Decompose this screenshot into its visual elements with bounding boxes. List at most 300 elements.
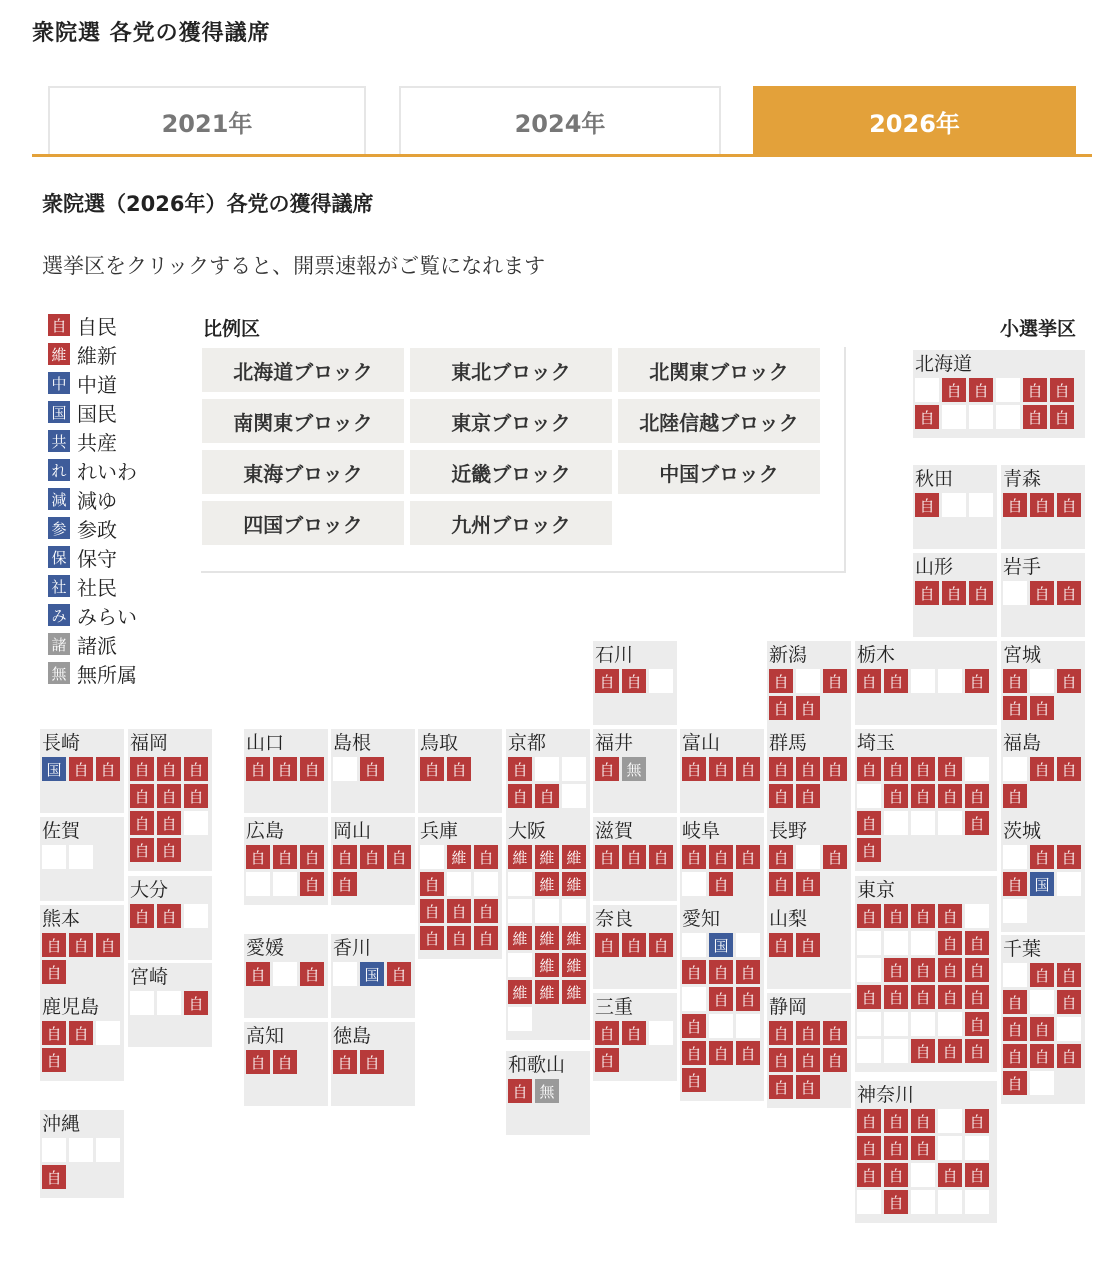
seat-cell: 自 bbox=[333, 845, 357, 869]
seat-cell: 自 bbox=[884, 904, 908, 928]
seat-cell: 自 bbox=[273, 1050, 297, 1074]
seat-cell: 自 bbox=[857, 669, 881, 693]
legend-swatch: 社 bbox=[48, 575, 70, 597]
seat-cell bbox=[1003, 581, 1027, 605]
seat-cell: 自 bbox=[300, 757, 324, 781]
legend-item bbox=[48, 458, 137, 482]
prefecture-name: 神奈川 bbox=[857, 1084, 915, 1106]
seat-cell: 自 bbox=[1030, 581, 1054, 605]
seat-cell bbox=[246, 872, 270, 896]
prefecture-新潟[interactable] bbox=[767, 641, 851, 729]
proportional-block-button[interactable]: 中国ブロック bbox=[618, 450, 820, 494]
seat-cell: 自 bbox=[736, 757, 760, 781]
prefecture-宮城[interactable] bbox=[1001, 641, 1085, 729]
seat-cell bbox=[157, 991, 181, 1015]
legend-label: 減ゆ bbox=[77, 488, 117, 513]
seat-cell bbox=[184, 811, 208, 835]
seat-cell bbox=[938, 1136, 962, 1160]
prefecture-name: 鹿児島 bbox=[42, 996, 100, 1018]
seat-cell: 自 bbox=[1003, 1071, 1027, 1095]
legend-item bbox=[48, 400, 117, 424]
seat-cell: 自 bbox=[769, 872, 793, 896]
seat-cell: 自 bbox=[769, 933, 793, 957]
seat-cell bbox=[796, 669, 820, 693]
prefecture-愛知[interactable] bbox=[680, 905, 764, 1101]
legend-item bbox=[48, 487, 117, 511]
legend-item bbox=[48, 603, 137, 627]
prefecture-和歌山[interactable] bbox=[506, 1051, 590, 1135]
prefecture-宮崎[interactable] bbox=[128, 963, 212, 1047]
seat-cell: 維 bbox=[562, 872, 586, 896]
seat-cell: 自 bbox=[1030, 963, 1054, 987]
prefecture-千葉[interactable] bbox=[1001, 935, 1085, 1104]
seat-cell: 自 bbox=[769, 696, 793, 720]
seat-cell: 自 bbox=[333, 1050, 357, 1074]
prefecture-name: 大阪 bbox=[508, 820, 547, 842]
seat-cell: 国 bbox=[709, 933, 733, 957]
seat-cell: 自 bbox=[157, 904, 181, 928]
seat-cell: 自 bbox=[246, 962, 270, 986]
proportional-block-button[interactable]: 北海道ブロック bbox=[202, 348, 404, 392]
seat-cell: 自 bbox=[300, 845, 324, 869]
seat-cell: 自 bbox=[823, 1048, 847, 1072]
seat-cell: 自 bbox=[420, 872, 444, 896]
legend-label: 国民 bbox=[77, 401, 117, 426]
seat-cell: 自 bbox=[595, 845, 619, 869]
seat-cell: 自 bbox=[796, 757, 820, 781]
seat-cell bbox=[474, 872, 498, 896]
seat-cell bbox=[1057, 872, 1081, 896]
prefecture-name: 愛媛 bbox=[246, 937, 285, 959]
seat-cell: 自 bbox=[709, 987, 733, 1011]
seat-cell: 自 bbox=[682, 1068, 706, 1092]
proportional-block-button[interactable]: 北陸信越ブロック bbox=[618, 399, 820, 443]
seat-cell: 自 bbox=[1057, 1044, 1081, 1068]
seat-cell: 自 bbox=[1023, 405, 1047, 429]
seat-cell: 自 bbox=[420, 899, 444, 923]
seat-cell: 自 bbox=[595, 933, 619, 957]
seat-cell: 自 bbox=[823, 757, 847, 781]
seat-cell: 自 bbox=[796, 872, 820, 896]
seat-cell: 自 bbox=[1003, 872, 1027, 896]
seat-cell: 自 bbox=[769, 669, 793, 693]
seat-cell: 自 bbox=[1030, 696, 1054, 720]
seat-cell: 自 bbox=[709, 757, 733, 781]
seat-cell: 自 bbox=[942, 581, 966, 605]
seat-cell: 自 bbox=[857, 1163, 881, 1187]
prefecture-奈良[interactable] bbox=[593, 905, 677, 989]
seat-cell: 自 bbox=[884, 958, 908, 982]
seat-cell bbox=[857, 1190, 881, 1214]
seat-cell: 自 bbox=[595, 757, 619, 781]
tab-2021[interactable]: 2021年 bbox=[48, 86, 366, 154]
seat-cell: 自 bbox=[1030, 1044, 1054, 1068]
seat-cell: 自 bbox=[535, 784, 559, 808]
proportional-block-button[interactable]: 南関東ブロック bbox=[202, 399, 404, 443]
prefecture-山形[interactable] bbox=[913, 553, 997, 637]
seat-cell: 自 bbox=[1057, 581, 1081, 605]
seat-cell bbox=[1057, 1017, 1081, 1041]
seat-cell: 自 bbox=[911, 904, 935, 928]
seat-cell: 自 bbox=[157, 838, 181, 862]
seat-cell bbox=[273, 962, 297, 986]
seat-cell: 自 bbox=[938, 757, 962, 781]
seat-cell: 自 bbox=[965, 1039, 989, 1063]
seat-cell bbox=[915, 378, 939, 402]
prefecture-岡山[interactable] bbox=[331, 817, 415, 905]
seat-cell bbox=[562, 899, 586, 923]
prefecture-北海道[interactable] bbox=[913, 350, 1085, 438]
seat-cell: 自 bbox=[769, 1021, 793, 1045]
seat-cell: 自 bbox=[447, 899, 471, 923]
seat-cell bbox=[508, 899, 532, 923]
proportional-block-button[interactable]: 九州ブロック bbox=[410, 501, 612, 545]
prefecture-福岡[interactable] bbox=[128, 729, 212, 871]
seat-cell bbox=[96, 1021, 120, 1045]
prefecture-富山[interactable] bbox=[680, 729, 764, 813]
legend-swatch: 無 bbox=[48, 662, 70, 684]
instruction-text: 選挙区をクリックすると、開票速報がご覧になれます bbox=[42, 254, 546, 278]
seat-cell: 自 bbox=[796, 1048, 820, 1072]
prefecture-name: 岡山 bbox=[333, 820, 372, 842]
seat-cell: 自 bbox=[595, 1021, 619, 1045]
seat-cell bbox=[96, 1138, 120, 1162]
seat-cell: 自 bbox=[1003, 696, 1027, 720]
seat-cell bbox=[682, 933, 706, 957]
seat-cell bbox=[1030, 990, 1054, 1014]
seat-cell: 自 bbox=[823, 1021, 847, 1045]
tab-2026[interactable]: 2026年 bbox=[753, 86, 1076, 154]
seat-cell: 自 bbox=[938, 931, 962, 955]
legend-item bbox=[48, 661, 137, 685]
seat-cell: 自 bbox=[184, 991, 208, 1015]
seat-cell: 自 bbox=[769, 784, 793, 808]
seat-cell: 自 bbox=[915, 493, 939, 517]
seat-cell bbox=[682, 987, 706, 1011]
seat-cell: 自 bbox=[682, 757, 706, 781]
prefecture-岩手[interactable] bbox=[1001, 553, 1085, 637]
prefecture-name: 山梨 bbox=[769, 908, 808, 930]
prefecture-name: 山形 bbox=[915, 556, 954, 578]
seat-cell: 自 bbox=[915, 405, 939, 429]
seat-cell: 自 bbox=[965, 784, 989, 808]
seat-cell: 自 bbox=[622, 1021, 646, 1045]
seat-cell: 自 bbox=[911, 784, 935, 808]
seat-cell: 自 bbox=[942, 378, 966, 402]
seat-cell: 自 bbox=[796, 1075, 820, 1099]
seat-cell: 自 bbox=[1057, 845, 1081, 869]
prefecture-茨城[interactable] bbox=[1001, 817, 1085, 932]
seat-cell bbox=[649, 669, 673, 693]
seat-cell bbox=[649, 1021, 673, 1045]
prefecture-栃木[interactable] bbox=[855, 641, 997, 725]
legend-swatch: 減 bbox=[48, 488, 70, 510]
seat-cell: 自 bbox=[420, 926, 444, 950]
seat-cell bbox=[736, 1014, 760, 1038]
seat-cell: 自 bbox=[649, 933, 673, 957]
seat-cell bbox=[884, 811, 908, 835]
legend-label: れいわ bbox=[77, 459, 137, 484]
seat-cell: 自 bbox=[42, 1021, 66, 1045]
prefecture-愛媛[interactable] bbox=[244, 934, 328, 1018]
prefecture-広島[interactable] bbox=[244, 817, 328, 905]
seat-cell: 自 bbox=[1057, 963, 1081, 987]
prefecture-佐賀[interactable] bbox=[40, 817, 124, 901]
prefecture-秋田[interactable] bbox=[913, 465, 997, 549]
seat-cell bbox=[911, 669, 935, 693]
seat-cell: 自 bbox=[474, 926, 498, 950]
prefecture-name: 沖縄 bbox=[42, 1113, 81, 1135]
seat-cell: 自 bbox=[884, 1163, 908, 1187]
seat-cell: 自 bbox=[246, 845, 270, 869]
seat-cell: 自 bbox=[474, 899, 498, 923]
prefecture-三重[interactable] bbox=[593, 993, 677, 1081]
seat-cell bbox=[1003, 757, 1027, 781]
seat-cell: 自 bbox=[857, 1136, 881, 1160]
prefecture-name: 長崎 bbox=[42, 732, 81, 754]
prefecture-大阪[interactable] bbox=[506, 817, 590, 1040]
proportional-block-button[interactable]: 四国ブロック bbox=[202, 501, 404, 545]
prefecture-name: 千葉 bbox=[1003, 938, 1042, 960]
prefecture-東京[interactable] bbox=[855, 876, 997, 1072]
seat-cell: 自 bbox=[796, 696, 820, 720]
seat-cell: 自 bbox=[682, 1014, 706, 1038]
seat-cell: 自 bbox=[884, 784, 908, 808]
prefecture-name: 和歌山 bbox=[508, 1054, 566, 1076]
seat-cell bbox=[508, 1007, 532, 1031]
prefecture-青森[interactable] bbox=[1001, 465, 1085, 549]
prefecture-鳥取[interactable] bbox=[418, 729, 502, 813]
seat-cell: 維 bbox=[562, 845, 586, 869]
single-member-label: 小選挙区 bbox=[1000, 318, 1077, 340]
prefecture-name: 群馬 bbox=[769, 732, 808, 754]
seat-cell: 自 bbox=[157, 811, 181, 835]
seat-cell: 自 bbox=[796, 1021, 820, 1045]
section-title: 衆院選（2026年）各党の獲得議席 bbox=[42, 192, 374, 216]
prefecture-徳島[interactable] bbox=[331, 1022, 415, 1106]
seat-cell: 自 bbox=[508, 757, 532, 781]
seat-cell bbox=[996, 405, 1020, 429]
prefecture-鹿児島[interactable] bbox=[40, 993, 124, 1081]
seat-cell bbox=[857, 931, 881, 955]
seat-cell: 国 bbox=[42, 757, 66, 781]
seat-cell bbox=[911, 811, 935, 835]
prefecture-静岡[interactable] bbox=[767, 993, 851, 1108]
seat-cell bbox=[938, 1190, 962, 1214]
seat-cell: 自 bbox=[884, 1190, 908, 1214]
seat-cell: 自 bbox=[69, 757, 93, 781]
seat-cell: 自 bbox=[130, 784, 154, 808]
seat-cell: 自 bbox=[42, 933, 66, 957]
seat-cell bbox=[42, 1138, 66, 1162]
seat-cell bbox=[942, 405, 966, 429]
seat-cell bbox=[965, 1190, 989, 1214]
proportional-block-button[interactable]: 近畿ブロック bbox=[410, 450, 612, 494]
seat-cell: 自 bbox=[157, 757, 181, 781]
seat-cell: 自 bbox=[130, 838, 154, 862]
seat-cell: 自 bbox=[649, 845, 673, 869]
seat-cell bbox=[709, 1014, 733, 1038]
seat-cell: 自 bbox=[184, 757, 208, 781]
seat-cell bbox=[535, 757, 559, 781]
prefecture-群馬[interactable] bbox=[767, 729, 851, 817]
prefecture-兵庫[interactable] bbox=[418, 817, 502, 959]
seat-cell: 自 bbox=[387, 962, 411, 986]
prefecture-山口[interactable] bbox=[244, 729, 328, 813]
seat-cell: 自 bbox=[857, 838, 881, 862]
seat-cell bbox=[938, 669, 962, 693]
seat-cell: 自 bbox=[1050, 405, 1074, 429]
seat-cell bbox=[942, 493, 966, 517]
seat-cell: 自 bbox=[273, 845, 297, 869]
legend-item bbox=[48, 632, 117, 656]
seat-cell: 自 bbox=[130, 811, 154, 835]
seat-cell bbox=[965, 757, 989, 781]
seat-cell bbox=[796, 845, 820, 869]
proportional-block-button[interactable]: 東北ブロック bbox=[410, 348, 612, 392]
seat-cell: 自 bbox=[796, 784, 820, 808]
proportional-block-button[interactable]: 北関東ブロック bbox=[618, 348, 820, 392]
seat-cell: 自 bbox=[736, 960, 760, 984]
seat-cell: 自 bbox=[857, 904, 881, 928]
legend-swatch: 維 bbox=[48, 343, 70, 365]
seat-cell: 自 bbox=[938, 784, 962, 808]
prefecture-京都[interactable] bbox=[506, 729, 590, 817]
seat-cell: 自 bbox=[857, 757, 881, 781]
seat-cell bbox=[273, 872, 297, 896]
prefecture-name: 宮崎 bbox=[130, 966, 169, 988]
prefecture-高知[interactable] bbox=[244, 1022, 328, 1106]
seat-cell: 自 bbox=[1057, 669, 1081, 693]
prefecture-山梨[interactable] bbox=[767, 905, 851, 989]
seat-cell: 自 bbox=[1003, 493, 1027, 517]
seat-cell bbox=[965, 1136, 989, 1160]
seat-cell: 自 bbox=[622, 669, 646, 693]
seat-cell bbox=[938, 811, 962, 835]
proportional-block-button[interactable]: 東京ブロック bbox=[410, 399, 612, 443]
legend-label: 社民 bbox=[77, 575, 117, 600]
prefecture-岐阜[interactable] bbox=[680, 817, 764, 905]
tab-2024[interactable]: 2024年 bbox=[399, 86, 721, 154]
seat-cell: 自 bbox=[682, 960, 706, 984]
seat-cell bbox=[938, 1109, 962, 1133]
seat-cell: 維 bbox=[508, 980, 532, 1004]
seat-cell: 自 bbox=[1030, 845, 1054, 869]
seat-cell: 自 bbox=[1030, 1017, 1054, 1041]
seat-cell bbox=[42, 845, 66, 869]
seat-cell bbox=[130, 991, 154, 1015]
prefecture-name: 青森 bbox=[1003, 468, 1042, 490]
legend-item bbox=[48, 371, 117, 395]
prefecture-埼玉[interactable] bbox=[855, 729, 997, 871]
legend-item bbox=[48, 574, 117, 598]
seat-cell: 自 bbox=[857, 985, 881, 1009]
seat-cell: 自 bbox=[1003, 1044, 1027, 1068]
legend-item bbox=[48, 545, 117, 569]
prefecture-name: 滋賀 bbox=[595, 820, 634, 842]
seat-cell bbox=[508, 872, 532, 896]
seat-cell: 自 bbox=[300, 962, 324, 986]
seat-cell: 自 bbox=[96, 933, 120, 957]
seat-cell: 維 bbox=[535, 845, 559, 869]
seat-cell: 自 bbox=[447, 757, 471, 781]
seat-cell: 自 bbox=[1057, 990, 1081, 1014]
seat-cell bbox=[911, 1190, 935, 1214]
prefecture-石川[interactable] bbox=[593, 641, 677, 725]
prefecture-福井[interactable] bbox=[593, 729, 677, 813]
seat-cell: 自 bbox=[42, 1048, 66, 1072]
seat-cell bbox=[857, 1012, 881, 1036]
prefecture-神奈川[interactable] bbox=[855, 1081, 997, 1223]
prefecture-沖縄[interactable] bbox=[40, 1110, 124, 1198]
seat-cell: 維 bbox=[508, 845, 532, 869]
seat-cell: 維 bbox=[508, 926, 532, 950]
prefecture-大分[interactable] bbox=[128, 876, 212, 960]
legend-label: 諸派 bbox=[77, 633, 117, 658]
prefecture-name: 広島 bbox=[246, 820, 285, 842]
legend-swatch: 諸 bbox=[48, 633, 70, 655]
seat-cell: 自 bbox=[796, 933, 820, 957]
seat-cell bbox=[562, 784, 586, 808]
prefecture-熊本[interactable] bbox=[40, 905, 124, 993]
legend-swatch: 自 bbox=[48, 314, 70, 336]
prefecture-name: 山口 bbox=[246, 732, 285, 754]
prefecture-長崎[interactable] bbox=[40, 729, 124, 813]
seat-cell bbox=[333, 757, 357, 781]
seat-cell bbox=[1030, 669, 1054, 693]
legend-label: みらい bbox=[77, 604, 137, 629]
seat-cell: 自 bbox=[965, 1012, 989, 1036]
proportional-block-button[interactable]: 東海ブロック bbox=[202, 450, 404, 494]
seat-cell: 自 bbox=[42, 960, 66, 984]
seat-cell: 国 bbox=[360, 962, 384, 986]
seat-cell bbox=[682, 872, 706, 896]
prefecture-福島[interactable] bbox=[1001, 729, 1085, 817]
prefecture-香川[interactable] bbox=[331, 934, 415, 1018]
legend-label: 無所属 bbox=[77, 662, 137, 687]
seat-cell bbox=[1003, 899, 1027, 923]
prefecture-滋賀[interactable] bbox=[593, 817, 677, 901]
seat-cell: 維 bbox=[562, 953, 586, 977]
seat-cell: 自 bbox=[965, 669, 989, 693]
prefecture-name: 愛知 bbox=[682, 908, 721, 930]
prefecture-島根[interactable] bbox=[331, 729, 415, 813]
seat-cell: 自 bbox=[682, 1041, 706, 1065]
seat-cell bbox=[736, 933, 760, 957]
seat-cell: 自 bbox=[736, 845, 760, 869]
seat-cell: 自 bbox=[857, 1109, 881, 1133]
seat-cell: 維 bbox=[562, 926, 586, 950]
prefecture-name: 島根 bbox=[333, 732, 372, 754]
seat-cell: 自 bbox=[911, 958, 935, 982]
seat-cell: 自 bbox=[595, 669, 619, 693]
prefecture-長野[interactable] bbox=[767, 817, 851, 905]
prefecture-name: 鳥取 bbox=[420, 732, 459, 754]
seat-cell bbox=[857, 958, 881, 982]
seat-cell: 自 bbox=[911, 1136, 935, 1160]
legend-label: 中道 bbox=[77, 372, 117, 397]
seat-cell: 自 bbox=[69, 1021, 93, 1045]
seat-cell: 自 bbox=[857, 811, 881, 835]
seat-cell bbox=[996, 378, 1020, 402]
seat-cell: 自 bbox=[69, 933, 93, 957]
seat-cell bbox=[857, 1039, 881, 1063]
prefecture-name: 埼玉 bbox=[857, 732, 896, 754]
prefecture-name: 岐阜 bbox=[682, 820, 721, 842]
legend-swatch: み bbox=[48, 604, 70, 626]
seat-cell bbox=[965, 904, 989, 928]
seat-cell bbox=[884, 1039, 908, 1063]
